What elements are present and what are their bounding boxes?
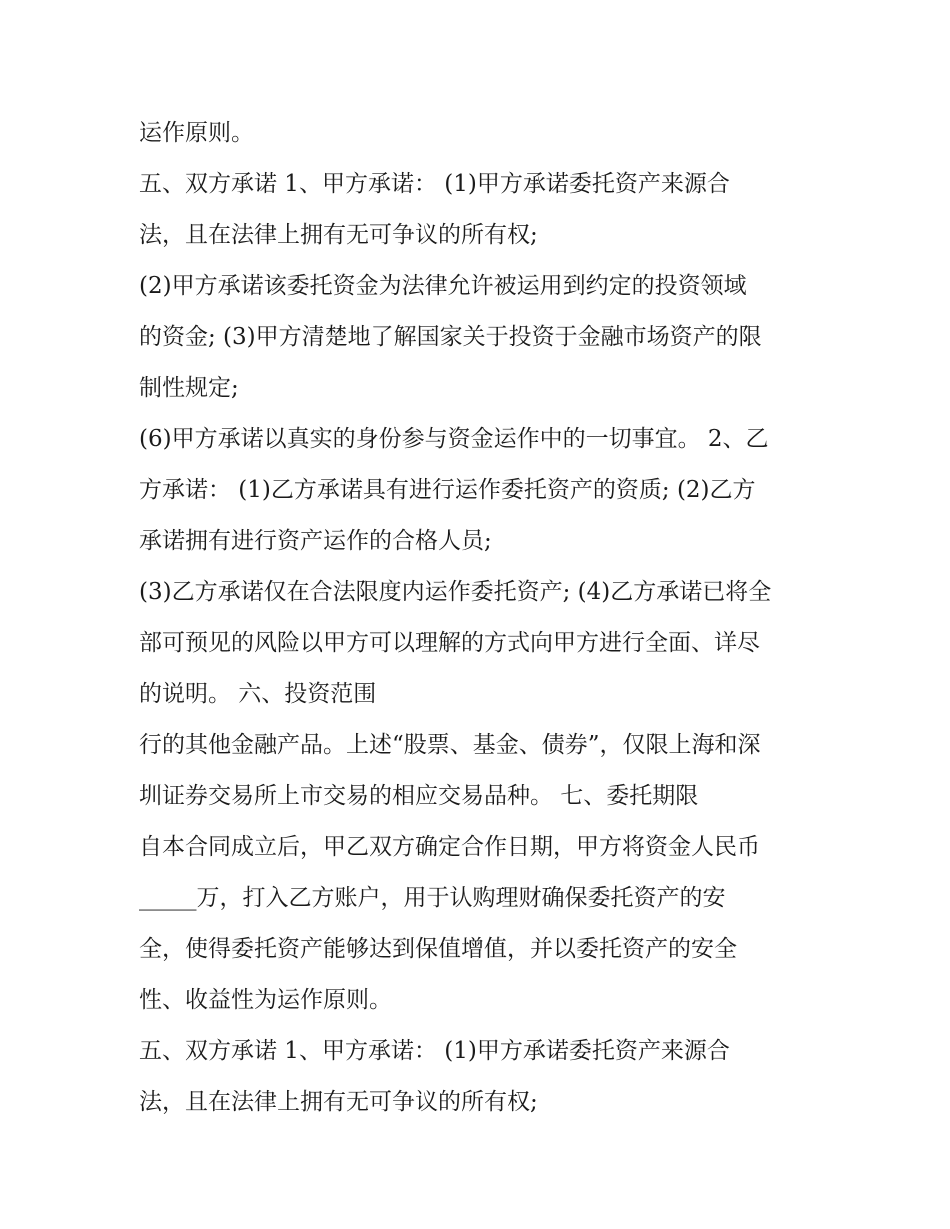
text-line: 自本合同成立后，甲乙双方确定合作日期，甲方将资金人民币 [139, 834, 760, 860]
text-line: _____万，打入乙方账户，用于认购理财确保委托资产的安 [139, 885, 726, 911]
document-body [139, 108, 819, 1128]
text-line: 的说明。 六、投资范围 [139, 681, 377, 707]
text-line: (2)甲方承诺该委托资金为法律允许被运用到约定的投资领域 [139, 273, 747, 299]
text-line: (3)乙方承诺仅在合法限度内运作委托资产; (4)乙方承诺已将全 [139, 579, 772, 605]
text-line: 制性规定; [139, 375, 239, 401]
text-line: 运作原则。 [139, 120, 254, 146]
text-line: 圳证券交易所上市交易的相应交易品种。 七、委托期限 [139, 783, 699, 809]
text-line: 五、双方承诺 1、甲方承诺： (1)甲方承诺委托资产来源合 [139, 171, 730, 197]
text-line: 法，且在法律上拥有无可争议的所有权; [139, 1089, 538, 1115]
text-line: 法，且在法律上拥有无可争议的所有权; [139, 222, 538, 248]
text-line: 五、双方承诺 1、甲方承诺： (1)甲方承诺委托资产来源合 [139, 1038, 730, 1064]
text-line: 方承诺： (1)乙方承诺具有进行运作委托资产的资质; (2)乙方 [139, 477, 756, 503]
text-line: 行的其他金融产品。上述“股票、基金、债券”，仅限上海和深 [139, 732, 761, 758]
text-line: 部可预见的风险以甲方可以理解的方式向甲方进行全面、详尽 [139, 630, 760, 656]
text-line: (6)甲方承诺以真实的身份参与资金运作中的一切事宜。 2、乙 [139, 426, 769, 452]
text-line: 全，使得委托资产能够达到保值增值，并以委托资产的安全 [139, 936, 737, 962]
text-line: 的资金; (3)甲方清楚地了解国家关于投资于金融市场资产的限 [139, 324, 762, 350]
text-line: 承诺拥有进行资产运作的合格人员; [139, 528, 492, 554]
text-line: 性、收益性为运作原则。 [139, 987, 392, 1013]
